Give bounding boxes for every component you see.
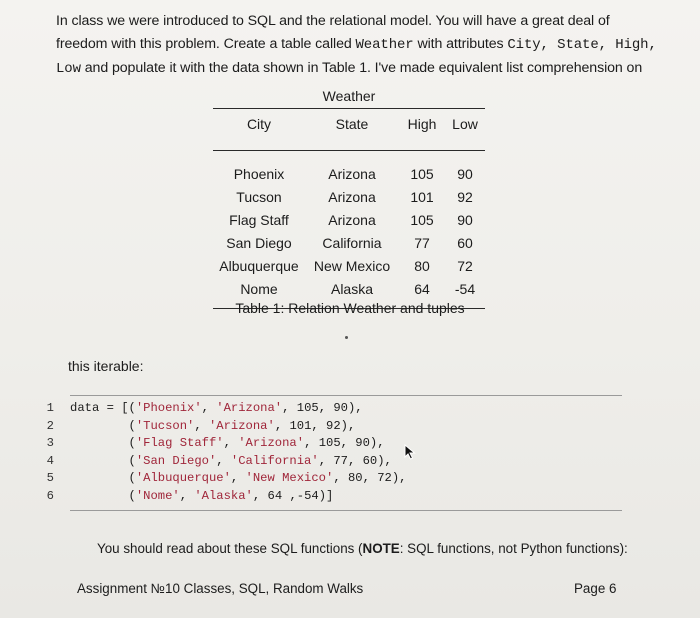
- footer-page-number: Page 6: [574, 581, 617, 596]
- code-string: 'Albuquerque': [135, 471, 231, 485]
- cell-city: Flag Staff: [229, 211, 289, 228]
- table-header-rule: [213, 150, 485, 151]
- code-top-rule: [70, 395, 622, 396]
- read-prompt: [97, 541, 628, 556]
- read-prompt-pre: You should read about these SQL functions (: [97, 541, 363, 556]
- code-string: 'New Mexico': [245, 471, 334, 485]
- code-text: , 80, 72),: [333, 471, 407, 485]
- code-line: [40, 488, 640, 506]
- cell-high: 80: [414, 257, 430, 274]
- cell-low: 90: [457, 211, 473, 228]
- table-row: [213, 185, 485, 208]
- line-number: 4: [46, 453, 54, 468]
- iterable-label: this iterable:: [68, 358, 144, 374]
- cell-city: Tucson: [236, 188, 282, 205]
- table-header-row: [213, 109, 485, 139]
- intro-paragraph: [56, 10, 656, 81]
- cell-low: 90: [457, 165, 473, 182]
- cell-state: Arizona: [328, 188, 376, 205]
- code-text: (: [70, 453, 136, 468]
- code-text: ,: [201, 401, 217, 415]
- table-row: [213, 231, 485, 254]
- code-text: ,: [223, 436, 239, 450]
- read-prompt-note: NOTE: [362, 541, 400, 556]
- code-string: 'Nome': [135, 488, 180, 503]
- code-text: , 101, 92),: [274, 418, 356, 433]
- code-string: 'Arizona': [216, 401, 283, 415]
- weather-table: [213, 109, 485, 300]
- code-string: 'Arizona': [208, 418, 275, 433]
- cell-state: Arizona: [328, 211, 376, 228]
- intro-line-2: [56, 33, 656, 57]
- table-row: [213, 277, 485, 300]
- weather-table-block: [213, 88, 485, 309]
- cell-state: Alaska: [330, 280, 374, 297]
- intro-line-3: [56, 57, 656, 81]
- intro-line-3-text: and populate it with the data shown in Table 1. I've made equivalent list comprehension on: [80, 60, 643, 76]
- code-line: [40, 470, 640, 488]
- code-string: 'Alaska': [194, 488, 253, 503]
- code-line: [40, 400, 640, 418]
- code-line: [40, 453, 640, 471]
- code-string: 'Flag Staff': [135, 436, 224, 450]
- code-text: , 105, 90),: [282, 401, 363, 415]
- cell-high: 105: [410, 165, 434, 182]
- cell-city: Nome: [240, 280, 278, 297]
- read-prompt-post: : SQL functions, not Python functions):: [399, 541, 628, 556]
- cell-state: Arizona: [328, 165, 376, 182]
- cell-low: 92: [457, 188, 473, 205]
- intro-line-1: In class we were introduced to SQL and the relational model. You will have a great deal of: [56, 13, 610, 29]
- stray-dot: [345, 336, 348, 339]
- code-line: [40, 418, 640, 436]
- cell-high: 64: [414, 280, 430, 297]
- cell-city: San Diego: [226, 234, 292, 251]
- footer-assignment-title: Assignment №10 Classes, SQL, Random Walks: [77, 581, 364, 596]
- cell-state: New Mexico: [313, 257, 391, 274]
- table-caption: Table 1: Relation Weather and tuples: [235, 300, 465, 316]
- line-number: 6: [46, 488, 54, 503]
- code-text: (: [70, 436, 136, 450]
- mouse-pointer-icon: [404, 444, 416, 460]
- line-number: 2: [46, 418, 54, 433]
- header-city: City: [246, 116, 272, 132]
- header-low: Low: [452, 116, 478, 132]
- cell-high: 105: [410, 211, 434, 228]
- code-text: (: [70, 488, 136, 503]
- table-row: [213, 162, 485, 185]
- line-number: 1: [46, 401, 54, 415]
- code-text: data = [(: [70, 401, 136, 415]
- code-line: [40, 435, 640, 453]
- cell-high: 77: [414, 234, 430, 251]
- header-high: High: [407, 116, 437, 132]
- code-low: Low: [56, 61, 81, 77]
- cell-high: 101: [410, 188, 434, 205]
- intro-line-2-mid: with attributes: [413, 36, 508, 52]
- table-title: Weather: [322, 88, 376, 104]
- cell-low: -54: [454, 280, 476, 297]
- cell-state: California: [322, 234, 382, 251]
- code-bottom-rule: [70, 510, 622, 511]
- code-string: 'Phoenix': [135, 401, 202, 415]
- code-string: 'Arizona': [238, 436, 305, 450]
- cell-city: Albuquerque: [219, 257, 299, 274]
- code-text: , 105, 90),: [304, 436, 385, 450]
- code-text: ,: [230, 471, 246, 485]
- header-state: State: [335, 116, 369, 132]
- table-row: [213, 254, 485, 277]
- code-listing: [40, 400, 640, 505]
- code-string: 'California': [230, 453, 319, 468]
- table-row: [213, 208, 485, 231]
- cell-low: 60: [457, 234, 473, 251]
- code-text: ,: [194, 418, 209, 433]
- code-text: , 77, 60),: [318, 453, 392, 468]
- cell-city: Phoenix: [233, 165, 285, 182]
- intro-line-2-text: freedom with this problem. Create a table called: [56, 36, 356, 52]
- code-text: (: [70, 418, 136, 433]
- code-text: ,: [216, 453, 231, 468]
- code-string: 'San Diego': [135, 453, 217, 468]
- code-weather: Weather: [355, 37, 414, 53]
- line-number: 5: [46, 471, 54, 485]
- cell-low: 72: [457, 257, 473, 274]
- code-attributes: City, State, High,: [507, 37, 657, 53]
- line-number: 3: [46, 436, 54, 450]
- code-string: 'Tucson': [135, 418, 195, 433]
- code-text: , 64 ,-54)]: [252, 488, 334, 503]
- code-text: (: [70, 471, 136, 485]
- code-text: ,: [179, 488, 195, 503]
